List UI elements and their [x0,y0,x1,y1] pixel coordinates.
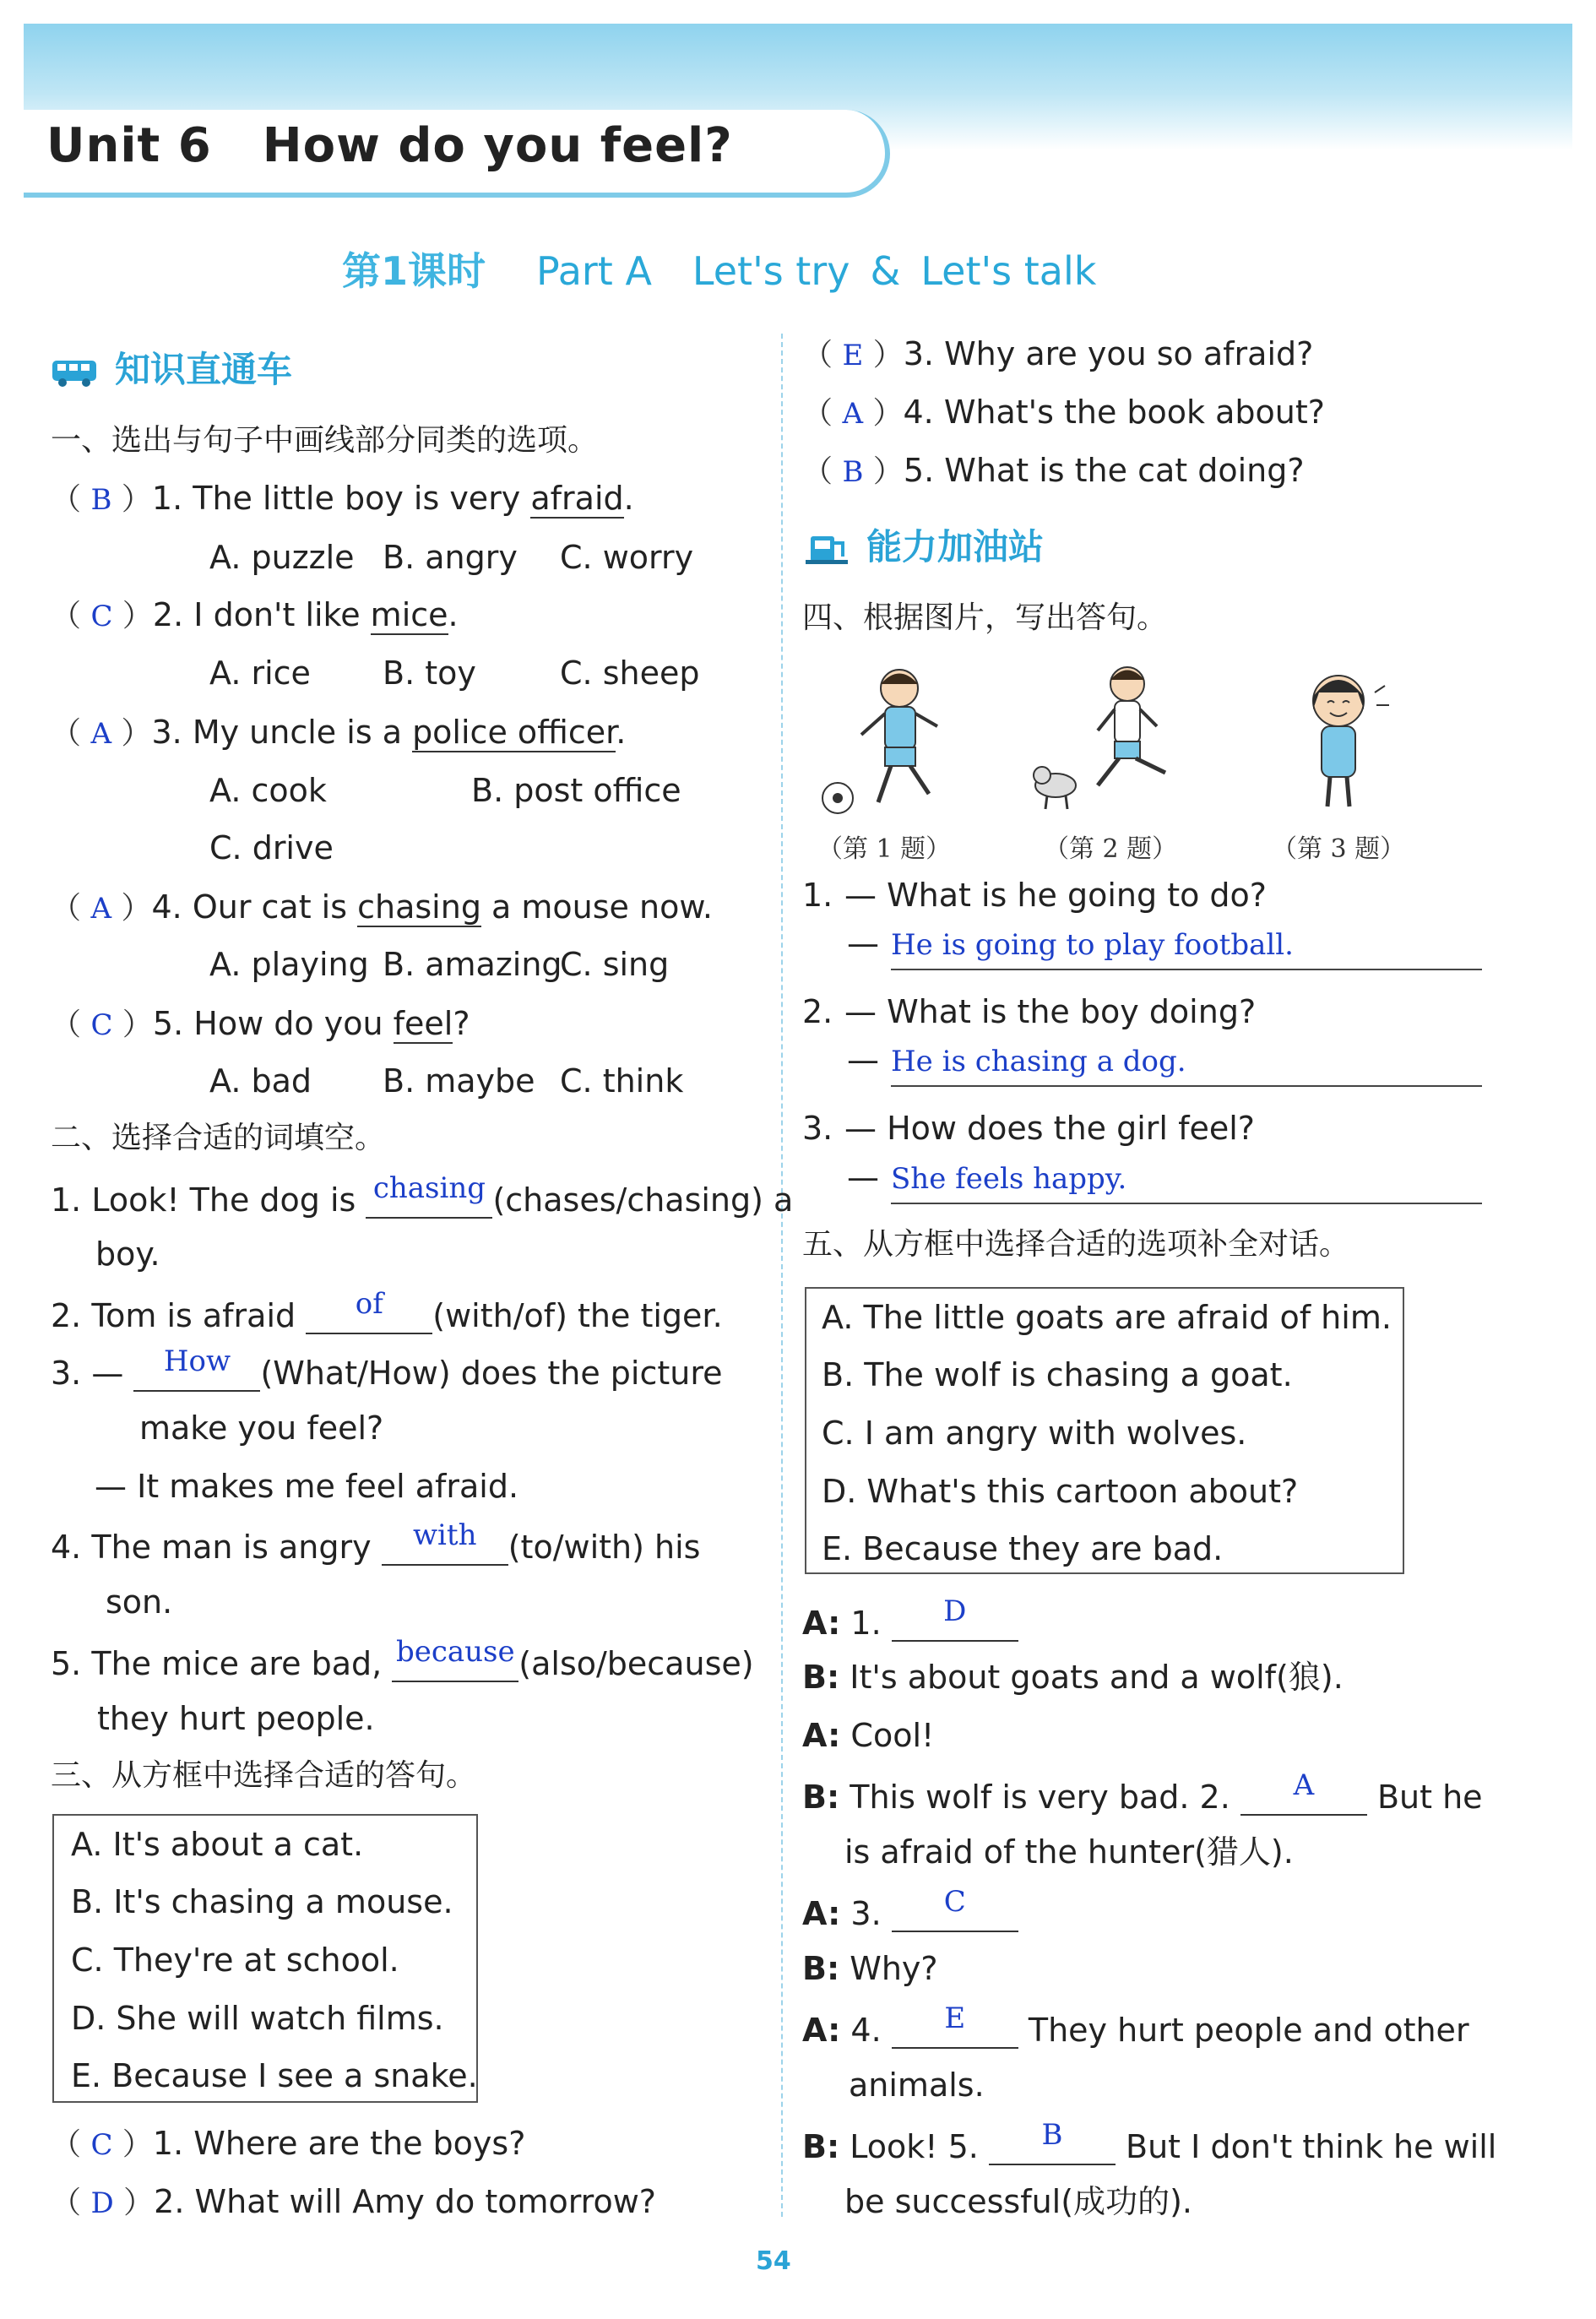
underlined-word: police officer [412,714,616,751]
box-option: B. The wolf is chasing a goat. [822,1356,1293,1393]
answer-letter: E [944,2001,966,2035]
q5-title: 五、从方框中选择合适的选项补全对话。 [802,1227,1350,1262]
q1-options-3b: C. drive [209,829,334,866]
q5-option-box [805,1287,1404,1574]
q1-options-5: A. bad B. maybe C. think [209,1062,684,1100]
section-heading-ability [802,519,1044,570]
answer-word: of [355,1287,383,1321]
q3-option-box [52,1814,478,2103]
answer-letter: C [90,2128,113,2162]
dialog-line-3: A: Cool! [802,1717,935,1754]
caption-1: （第 1 题） [817,834,952,864]
dialog-line-5: A: 3. C [802,1892,1018,1932]
dialog-line-8-cont: be successful(成功的). [844,2183,1192,2220]
dialog-line-4-cont: is afraid of the hunter(猎人). [844,1833,1294,1871]
q2-item-3-cont: make you feel? [139,1409,384,1447]
q1-item-5: （ C ）5. How do you feel? [51,1005,470,1042]
answer-sentence: She feels happy. [891,1162,1127,1196]
q1-item-1: （ B ）1. The little boy is very afraid. [51,480,634,517]
q3-item-3: （ E ）3. Why are you so afraid? [802,335,1314,372]
q1-options-2: A. rice B. toy C. sheep [209,654,700,692]
box-option: A. The little goats are afraid of him. [822,1299,1392,1336]
q4-item-2-question: 2. — What is the boy doing? [802,993,1257,1030]
section-heading-knowledge [51,342,292,393]
caption-3: （第 3 题） [1272,834,1406,864]
answer-sentence: He is going to play football. [891,928,1294,962]
lesson-label: 第1课时 [342,248,486,294]
q1-options-3: A. cook B. post office [209,772,681,809]
q2-item-3: 3. — How (What/How) does the picture [51,1344,723,1392]
answer-word: with [412,1518,477,1552]
q4-item-2-answer: — He is chasing a dog. [847,1041,1186,1078]
answer-letter: D [90,2186,114,2220]
q2-item-5: 5. The mice are bad, because (also/because) [51,1635,754,1682]
box-option: E. Because they are bad. [822,1530,1224,1567]
answer-letter: E [842,339,864,372]
answer-line [891,1085,1482,1087]
q4-item-1-question: 1. — What is he going to do? [802,877,1267,914]
box-option: B. It's chasing a mouse. [71,1883,453,1920]
ampersand: & [870,248,901,294]
q3-item-2: （ D ）2. What will Amy do tomorrow? [51,2183,656,2220]
answer-letter: B [90,483,112,517]
answer-letter: A [90,892,112,926]
q2-item-2: 2. Tom is afraid of (with/of) the tiger. [51,1287,723,1334]
bus-icon [51,356,101,389]
answer-letter: A [1293,1768,1315,1802]
q2-item-4-cont: son. [106,1583,173,1621]
answer-letter: B [842,455,864,489]
q4-title: 四、根据图片，写出答句。 [802,600,1168,635]
section-a: Let's try [692,248,850,294]
underlined-word: afraid [530,480,624,517]
dialog-line-1: A: 1. D [802,1601,1018,1642]
fuel-station-icon [802,533,853,567]
answer-letter: B [1041,2118,1063,2152]
dialog-line-8: B: Look! 5. B But I don't think he will [802,2118,1497,2165]
answer-line [891,1203,1482,1204]
underlined-word: feel [393,1005,453,1042]
answer-word: chasing [372,1171,486,1205]
q1-item-2: （ C ）2. I don't like mice. [51,596,459,633]
answer-word: How [163,1344,231,1378]
column-divider [781,334,783,2217]
underlined-word: mice [370,596,448,633]
dialog-line-4: B: This wolf is very bad. 2. A But he [802,1768,1483,1816]
q2-item-3-cont2: — It makes me feel afraid. [95,1468,519,1505]
answer-word: because [395,1635,515,1669]
boy-chasing-dog-illustration [1030,659,1182,819]
q2-item-5-cont: they hurt people. [97,1700,375,1737]
answer-letter: C [90,600,113,633]
q1-options-4: A. playing B. amazingC. sing [209,946,670,983]
q2-item-1-cont: boy. [95,1236,160,1273]
q1-title: 一、选出与句子中画线部分同类的选项。 [51,423,599,458]
q4-item-3-answer: — She feels happy. [847,1159,1127,1196]
q1-item-3: （ A ）3. My uncle is a police officer. [51,714,627,751]
underlined-word: chasing [357,888,481,926]
q3-item-4: （ A ）4. What's the book about? [802,394,1325,431]
dialog-line-7: A: 4. E They hurt people and other [802,2001,1469,2049]
q3-item-5: （ B ）5. What is the cat doing? [802,452,1305,489]
answer-letter: A [90,717,112,751]
answer-letter: A [842,397,864,431]
unit-heading: How do you feel? [262,118,733,173]
answer-line [891,969,1482,970]
dialog-line-2: B: It's about goats and a wolf(狼). [802,1659,1344,1696]
box-option: D. She will watch films. [71,2000,444,2037]
box-option: D. What's this cartoon about? [822,1473,1299,1510]
dialog-line-7-cont: animals. [849,2066,985,2104]
box-option: C. They're at school. [71,1942,399,1979]
q4-item-3-question: 3. — How does the girl feel? [802,1110,1255,1147]
unit-title [46,118,733,173]
heading-text: 能力加油站 [866,526,1045,568]
box-option: C. I am angry with wolves. [822,1415,1247,1452]
answer-letter: C [90,1008,113,1042]
answer-sentence: He is chasing a dog. [891,1045,1186,1078]
heading-text: 知识直通车 [115,349,293,390]
caption-2: （第 2 题） [1044,834,1178,864]
section-b: Let's talk [920,248,1097,294]
answer-letter: C [943,1885,966,1919]
happy-girl-illustration [1267,659,1419,819]
q3-item-1: （ C ）1. Where are the boys? [51,2125,526,2162]
q2-item-1: 1. Look! The dog is chasing (chases/chasing) a [51,1171,794,1219]
q1-options-1: A. puzzle B. angry C. worry [209,539,694,576]
answer-letter: D [943,1594,967,1628]
dialog-line-6: B: Why? [802,1950,938,1987]
box-option: A. It's about a cat. [71,1826,364,1863]
q1-item-4: （ A ）4. Our cat is chasing a mouse now. [51,888,714,926]
box-option: E. Because I see a snake. [71,2057,478,2094]
q4-item-1-answer: — He is going to play football. [847,925,1294,962]
unit-number: Unit 6 [46,118,212,173]
q2-title: 二、选择合适的词填空。 [51,1121,386,1155]
q3-title: 三、从方框中选择合适的答句。 [51,1758,477,1793]
part-label: Part A [536,248,652,294]
page-number: 54 [756,2246,791,2276]
lesson-header [342,241,1137,296]
boy-playing-football-illustration [811,659,963,819]
q2-item-4: 4. The man is angry with (to/with) his [51,1518,701,1566]
